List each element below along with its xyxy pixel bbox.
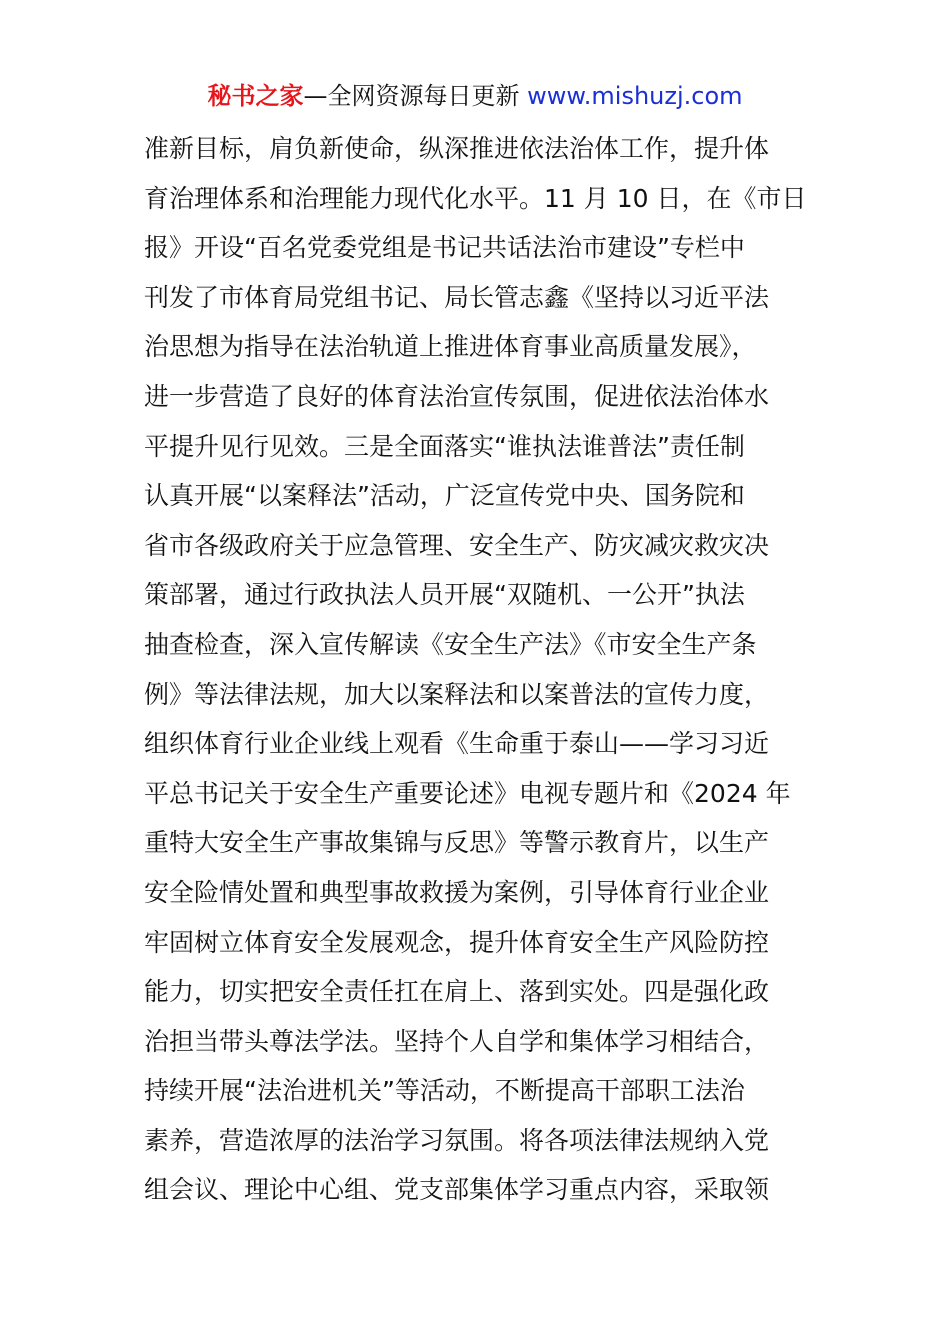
- body-line: 省市各级政府关于应急管理、安全生产、防灾减灾救灾决: [144, 530, 770, 560]
- site-tagline: —全网资源每日更新: [303, 82, 520, 110]
- body-line: 例》等法律法规，加大以案释法和以案普法的宣传力度，: [144, 679, 770, 709]
- body-line: 治思想为指导在法治轨道上推进体育事业高质量发展》，: [144, 332, 757, 362]
- body-line: 能力，切实把安全责任扛在肩上、落到实处。四是强化政: [144, 977, 770, 1007]
- body-line: 组会议、理论中心组、党支部集体学习重点内容，采取领: [144, 1175, 770, 1205]
- body-line: 刊发了市体育局党组书记、局长管志鑫《坚持以习近平法: [144, 282, 770, 312]
- body-line: 牢固树立体育安全发展观念，提升体育安全生产风险防控: [144, 927, 770, 957]
- body-line: 治担当带头尊法学法。坚持个人自学和集体学习相结合，: [144, 1026, 770, 1056]
- body-line: 准新目标，肩负新使命，纵深推进依法治体工作，提升体: [144, 134, 770, 163]
- body-line: 平总书记关于安全生产重要论述》电视专题片和《2024 年: [144, 778, 791, 808]
- site-brand: 秘书之家: [207, 82, 304, 110]
- body-line: 报》开设“百名党委党组是书记共话法治市建设”专栏中: [144, 233, 745, 263]
- body-line: 抽查检查，深入宣传解读《安全生产法》《市安全生产条: [144, 629, 757, 659]
- body-line: 进一步营造了良好的体育法治宣传氛围，促进依法治体水: [144, 381, 770, 411]
- site-header: [0, 80, 950, 112]
- body-line: 组织体育行业企业线上观看《生命重于泰山——学习习近: [144, 729, 770, 759]
- site-url-link[interactable]: www.mishuzj.com: [527, 82, 743, 110]
- body-line: 重特大安全生产事故集锦与反思》等警示教育片，以生产: [144, 828, 770, 858]
- document-body: [144, 124, 814, 1215]
- body-line: 育治理体系和治理能力现代化水平。11 月 10 日，在《市日: [144, 183, 807, 213]
- body-line: 安全险情处置和典型事故救援为案例，引导体育行业企业: [144, 877, 770, 907]
- body-line: 认真开展“以案释法”活动，广泛宣传党中央、国务院和: [144, 481, 745, 511]
- body-line: 素养，营造浓厚的法治学习氛围。将各项法律法规纳入党: [144, 1125, 770, 1155]
- body-line: 策部署，通过行政执法人员开展“双随机、一公开”执法: [144, 580, 745, 610]
- body-line: 平提升见行见效。三是全面落实“谁执法谁普法”责任制: [144, 431, 745, 461]
- body-line: 持续开展“法治进机关”等活动，不断提高干部职工法治: [144, 1076, 745, 1106]
